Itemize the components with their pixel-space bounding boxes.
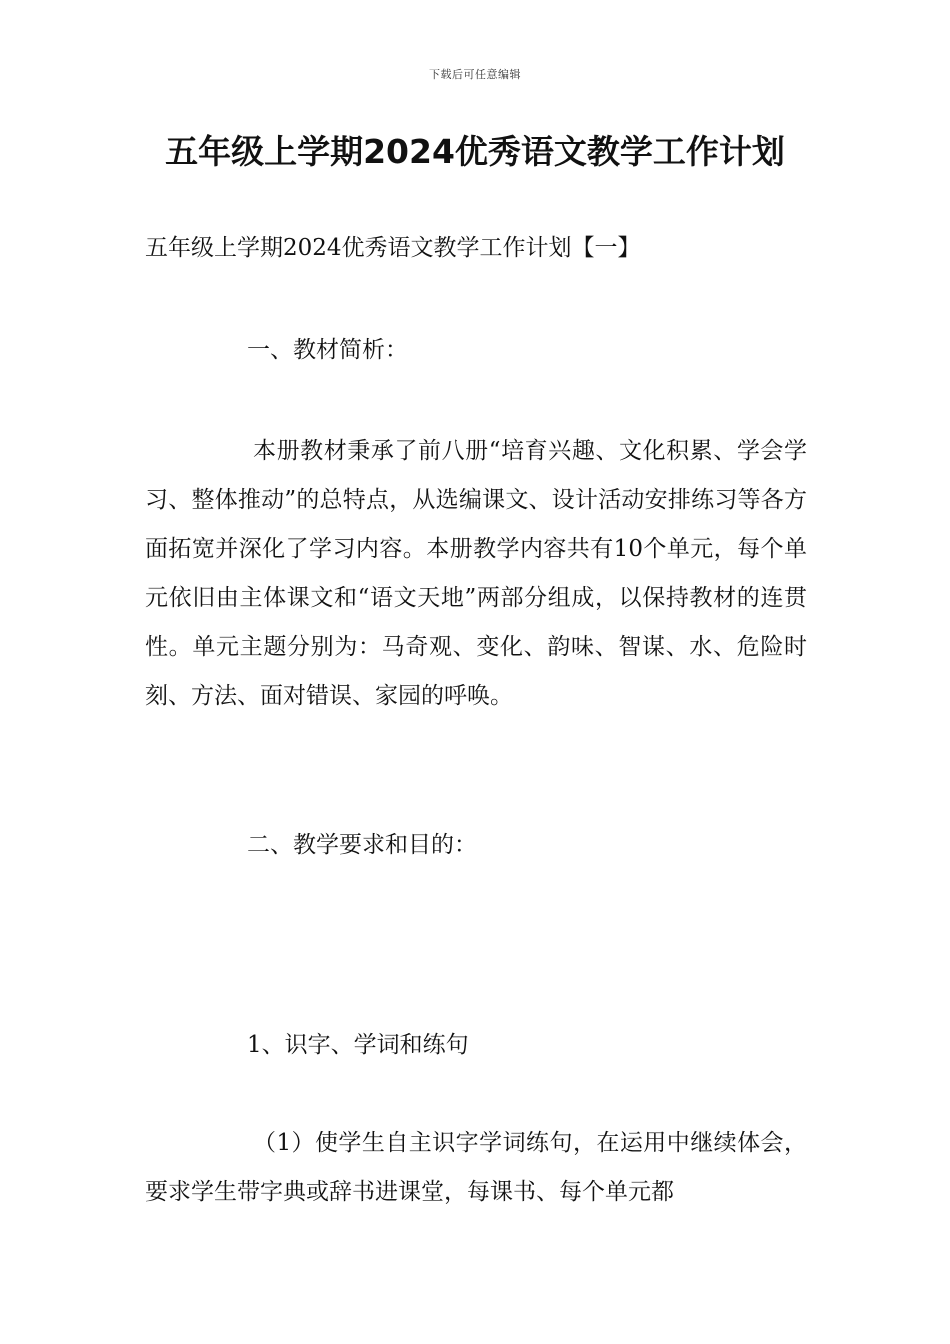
section1-body: 本册教材秉承了前八册“培育兴趣、文化积累、学会学习、整体推动”的总特点，从选编课文、设计活动安排练习等各方面拓宽并深化了学习内容。本册教学内容共有10个单元，每个单元依旧由主体课文和“语文天地”两部分组成，以保持教材的连贯性。单元主题分别为：马奇观、变化、韵味、智谋、水、危险时刻、方法、面对错误、家园的呼唤。 <box>145 438 807 709</box>
plan-subtitle: 五年级上学期2024优秀语文教学工作计划【一】 <box>145 235 641 261</box>
section2-heading: 二、教学要求和目的： <box>247 832 477 858</box>
subsection1-heading: 1、识字、学词和练句 <box>247 1032 469 1058</box>
subsection1-item1: （1）使学生自主识字学词练句，在运用中继续体会，要求学生带字典或辞书进课堂，每课书、每个单元都 <box>145 1130 807 1205</box>
section1-heading: 一、教材简析： <box>247 337 408 363</box>
header-note: 下载后可任意编辑 <box>429 68 521 81</box>
document-title: 五年级上学期2024优秀语文教学工作计划 <box>165 132 785 171</box>
